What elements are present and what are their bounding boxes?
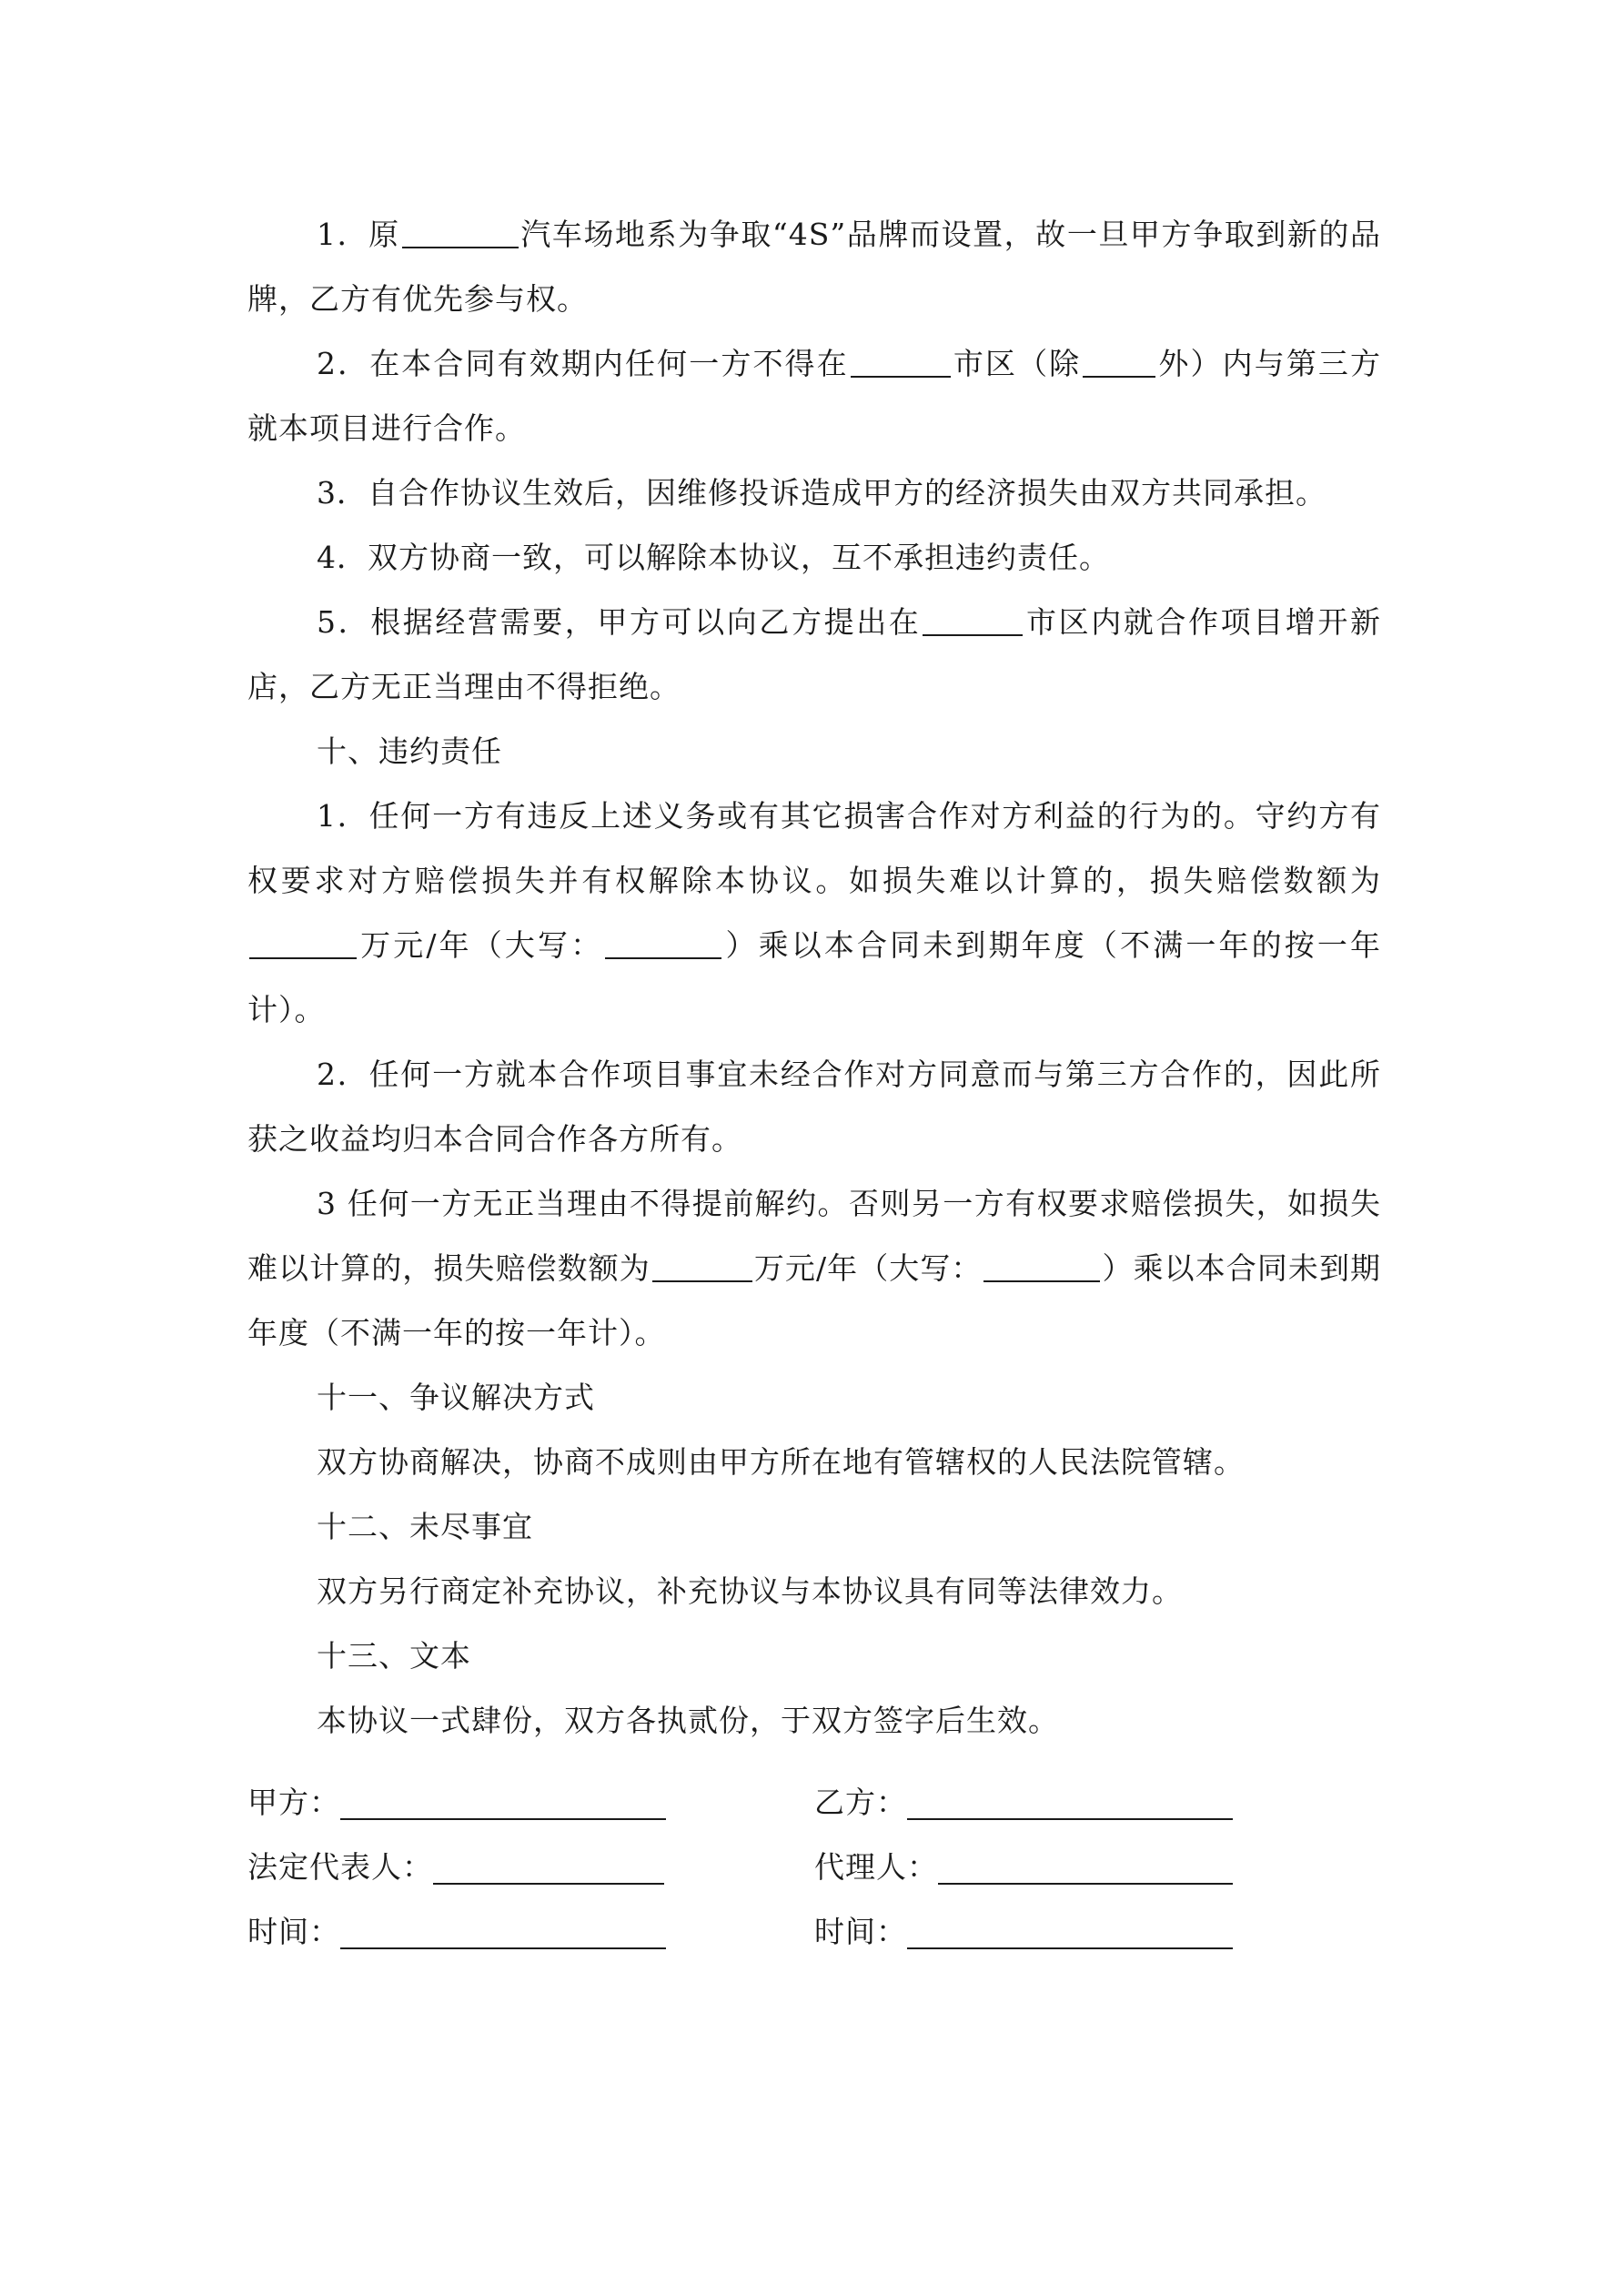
time-b-line[interactable] [907,1947,1233,1949]
clause-10-2: 2．任何一方就本合作项目事宜未经合作对方同意而与第三方合作的，因此所获之收益均归本合同合作各方所有。 [247,1057,1381,1157]
clause-10-1 [247,784,1381,1042]
clause-text: 万元/年（大写： [358,927,604,963]
clause-text: 1．原 [317,217,400,252]
party-a-cell [247,1770,814,1835]
legal-rep-label: 法定代表人： [247,1849,433,1885]
party-b-signature-line[interactable] [907,1817,1233,1820]
signature-block [247,1770,1381,1964]
fill-in-blank[interactable] [923,604,1023,636]
clause-text: 市区（除 [952,346,1082,381]
clause-12-text: 双方另行商定补充协议，补充协议与本协议具有同等法律效力。 [317,1573,1183,1609]
clause-10-3 [247,1171,1381,1365]
clause-text: ）乘以本合同未到期年度（不满一年的按一年计）。 [247,927,1382,1027]
party-a-label: 甲方： [247,1785,340,1820]
signature-row [247,1770,1381,1835]
clause-9-1 [247,202,1381,331]
clause-text: 2．在本合同有效期内任何一方不得在 [317,346,849,381]
party-b-label: 乙方： [814,1785,907,1820]
legal-rep-signature-line[interactable] [433,1882,664,1885]
clause-text: 3 任何一方无正当理由不得提前解约。否则另一方有权要求赔偿损失，如损失难以计算的，损失赔偿数额为 [247,1186,1381,1286]
time-b-cell [814,1899,1381,1964]
clause-13-text: 本协议一式肆份，双方各执贰份，于双方签字后生效。 [317,1703,1059,1738]
clause-text: 5．根据经营需要，甲方可以向乙方提出在 [317,604,922,640]
fill-in-blank[interactable] [402,217,519,248]
section-heading-11: 十一、争议解决方式 [317,1380,595,1415]
clause-text: 1．任何一方有违反上述义务或有其它损害合作对方利益的行为的。守约方有权要求对方赔偿损失并有权解除本协议。如损失难以计算的，损失赔偿数额为 [247,798,1381,898]
agent-signature-line[interactable] [938,1882,1233,1885]
clause-text: ）乘以本合同未到期年度（不满一年的按一年计）。 [247,1250,1382,1350]
section-heading-12: 十二、未尽事宜 [317,1509,533,1544]
agent-label: 代理人： [814,1849,938,1885]
fill-in-blank[interactable] [851,346,951,378]
signature-row [247,1899,1381,1964]
clause-9-5 [247,590,1381,719]
party-b-cell [814,1770,1381,1835]
time-a-cell [247,1899,814,1964]
section-heading-13: 十三、文本 [317,1638,471,1674]
time-a-label: 时间： [247,1914,340,1949]
section-heading-10: 十、违约责任 [317,733,502,769]
time-b-label: 时间： [814,1914,907,1949]
clause-9-3: 3．自合作协议生效后，因维修投诉造成甲方的经济损失由双方共同承担。 [317,475,1326,511]
contract-body [247,202,1381,1753]
clause-text: 市区内就合作项目增开新店，乙方无正当理由不得拒绝。 [247,604,1382,704]
clause-text: 外）内与第三方就本项目进行合作。 [247,346,1382,446]
clause-text: 汽车场地系为争取“4S”品牌而设置，故一旦甲方争取到新的品牌，乙方有优先参与权。 [247,217,1381,317]
legal-rep-cell [247,1835,814,1899]
fill-in-blank[interactable] [249,927,357,959]
clause-11-text: 双方协商解决，协商不成则由甲方所在地有管辖权的人民法院管辖。 [317,1444,1245,1480]
agent-cell [814,1835,1381,1899]
clause-9-4: 4．双方协商一致，可以解除本协议，互不承担违约责任。 [317,540,1110,575]
fill-in-blank[interactable] [1083,346,1155,378]
fill-in-blank[interactable] [605,927,721,959]
clause-text: 万元/年（大写： [753,1250,983,1286]
time-a-line[interactable] [340,1947,666,1949]
fill-in-blank[interactable] [983,1250,1100,1282]
signature-row [247,1835,1381,1899]
party-a-signature-line[interactable] [340,1817,666,1820]
clause-9-2 [247,331,1381,460]
fill-in-blank[interactable] [652,1250,752,1282]
